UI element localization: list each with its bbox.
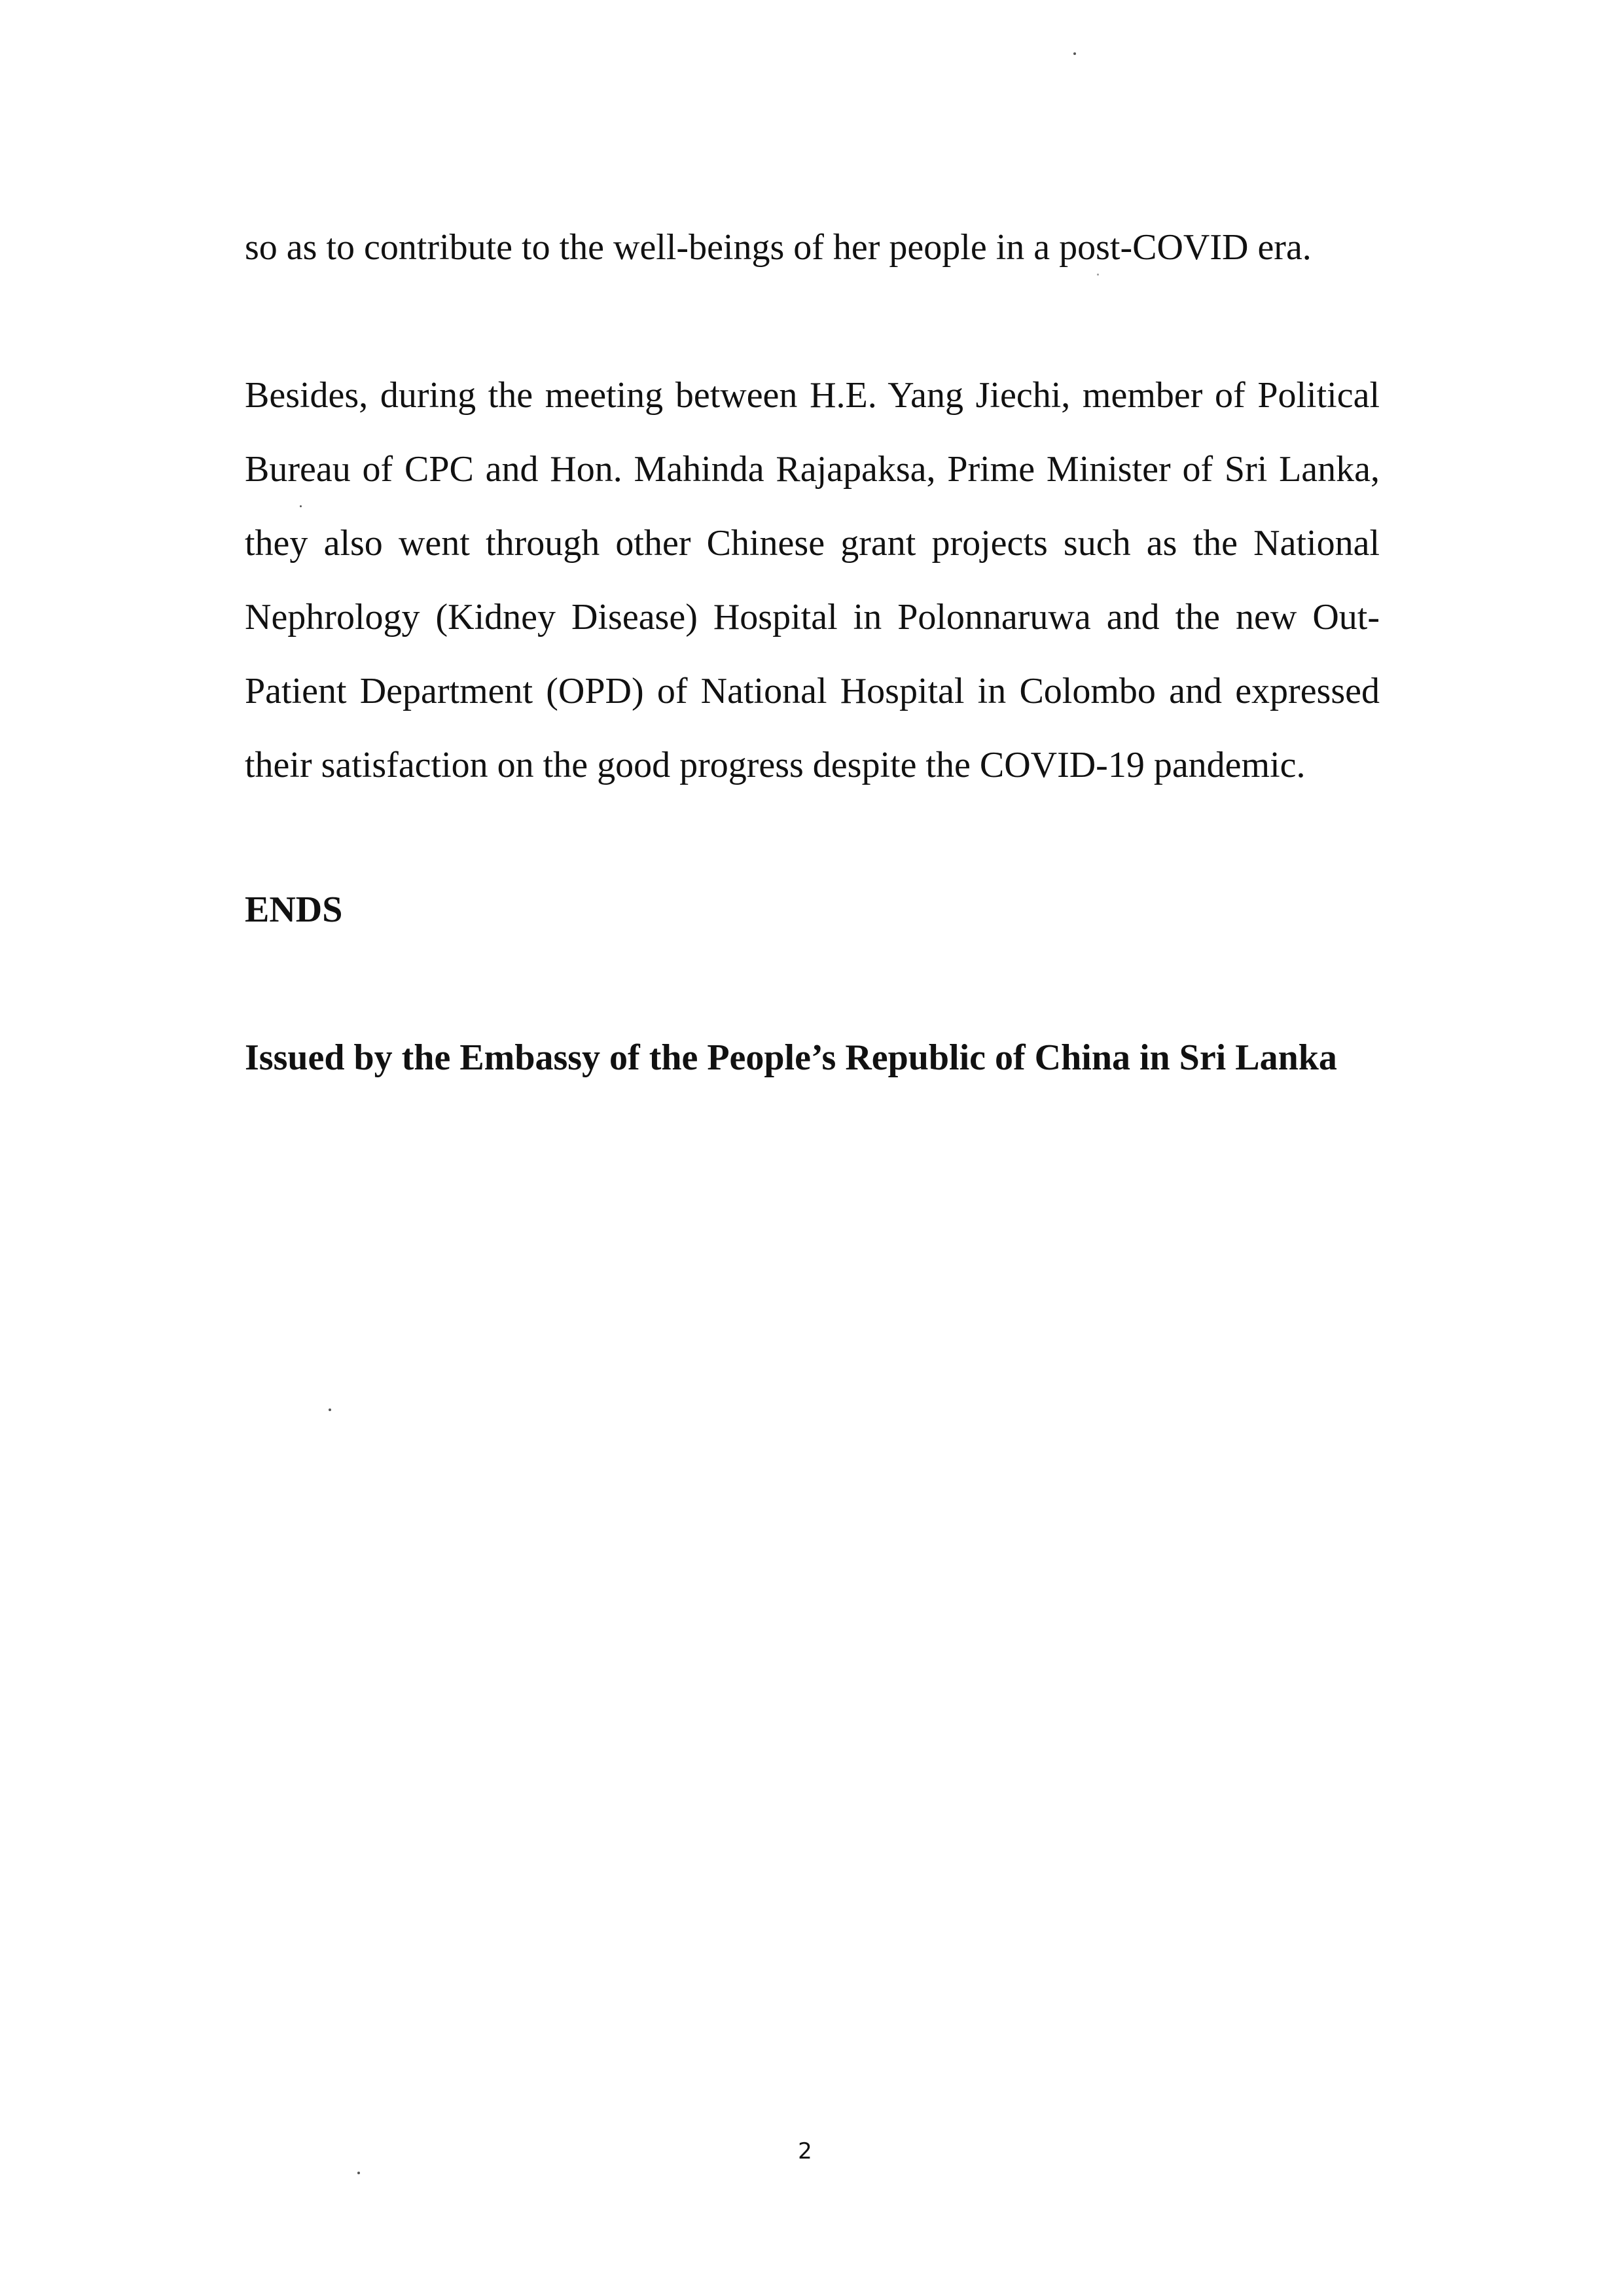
body-paragraph: Besides, during the meeting between H.E. Yang Jiechi, member of Political Bureau of CPC and Hon. Mahinda Rajapaksa, Prime Minister of Sri Lanka, they also went through other Chinese grant projects such as the National Nephrology (Kidney Disease) Hospital in Polonnaruwa and the new Out-Patient Department (OPD) of National Hospital in Colombo and expressed their satisfaction on the good progress despite the COVID-19 pandemic. [245,375,1380,785]
scan-speck [1097,274,1099,276]
scan-speck [1073,52,1076,55]
continuation-line: so as to contribute to the well-beings of her people in a post-COVID era. [245,227,1312,268]
ends-marker: ENDS [245,889,343,930]
scan-speck [357,2172,360,2174]
scan-speck [300,505,302,507]
page-number: 2 [798,2138,812,2164]
issued-by-line: Issued by the Embassy of the People’s Republic of China in Sri Lanka [245,1037,1337,1078]
scan-speck [329,1408,331,1411]
